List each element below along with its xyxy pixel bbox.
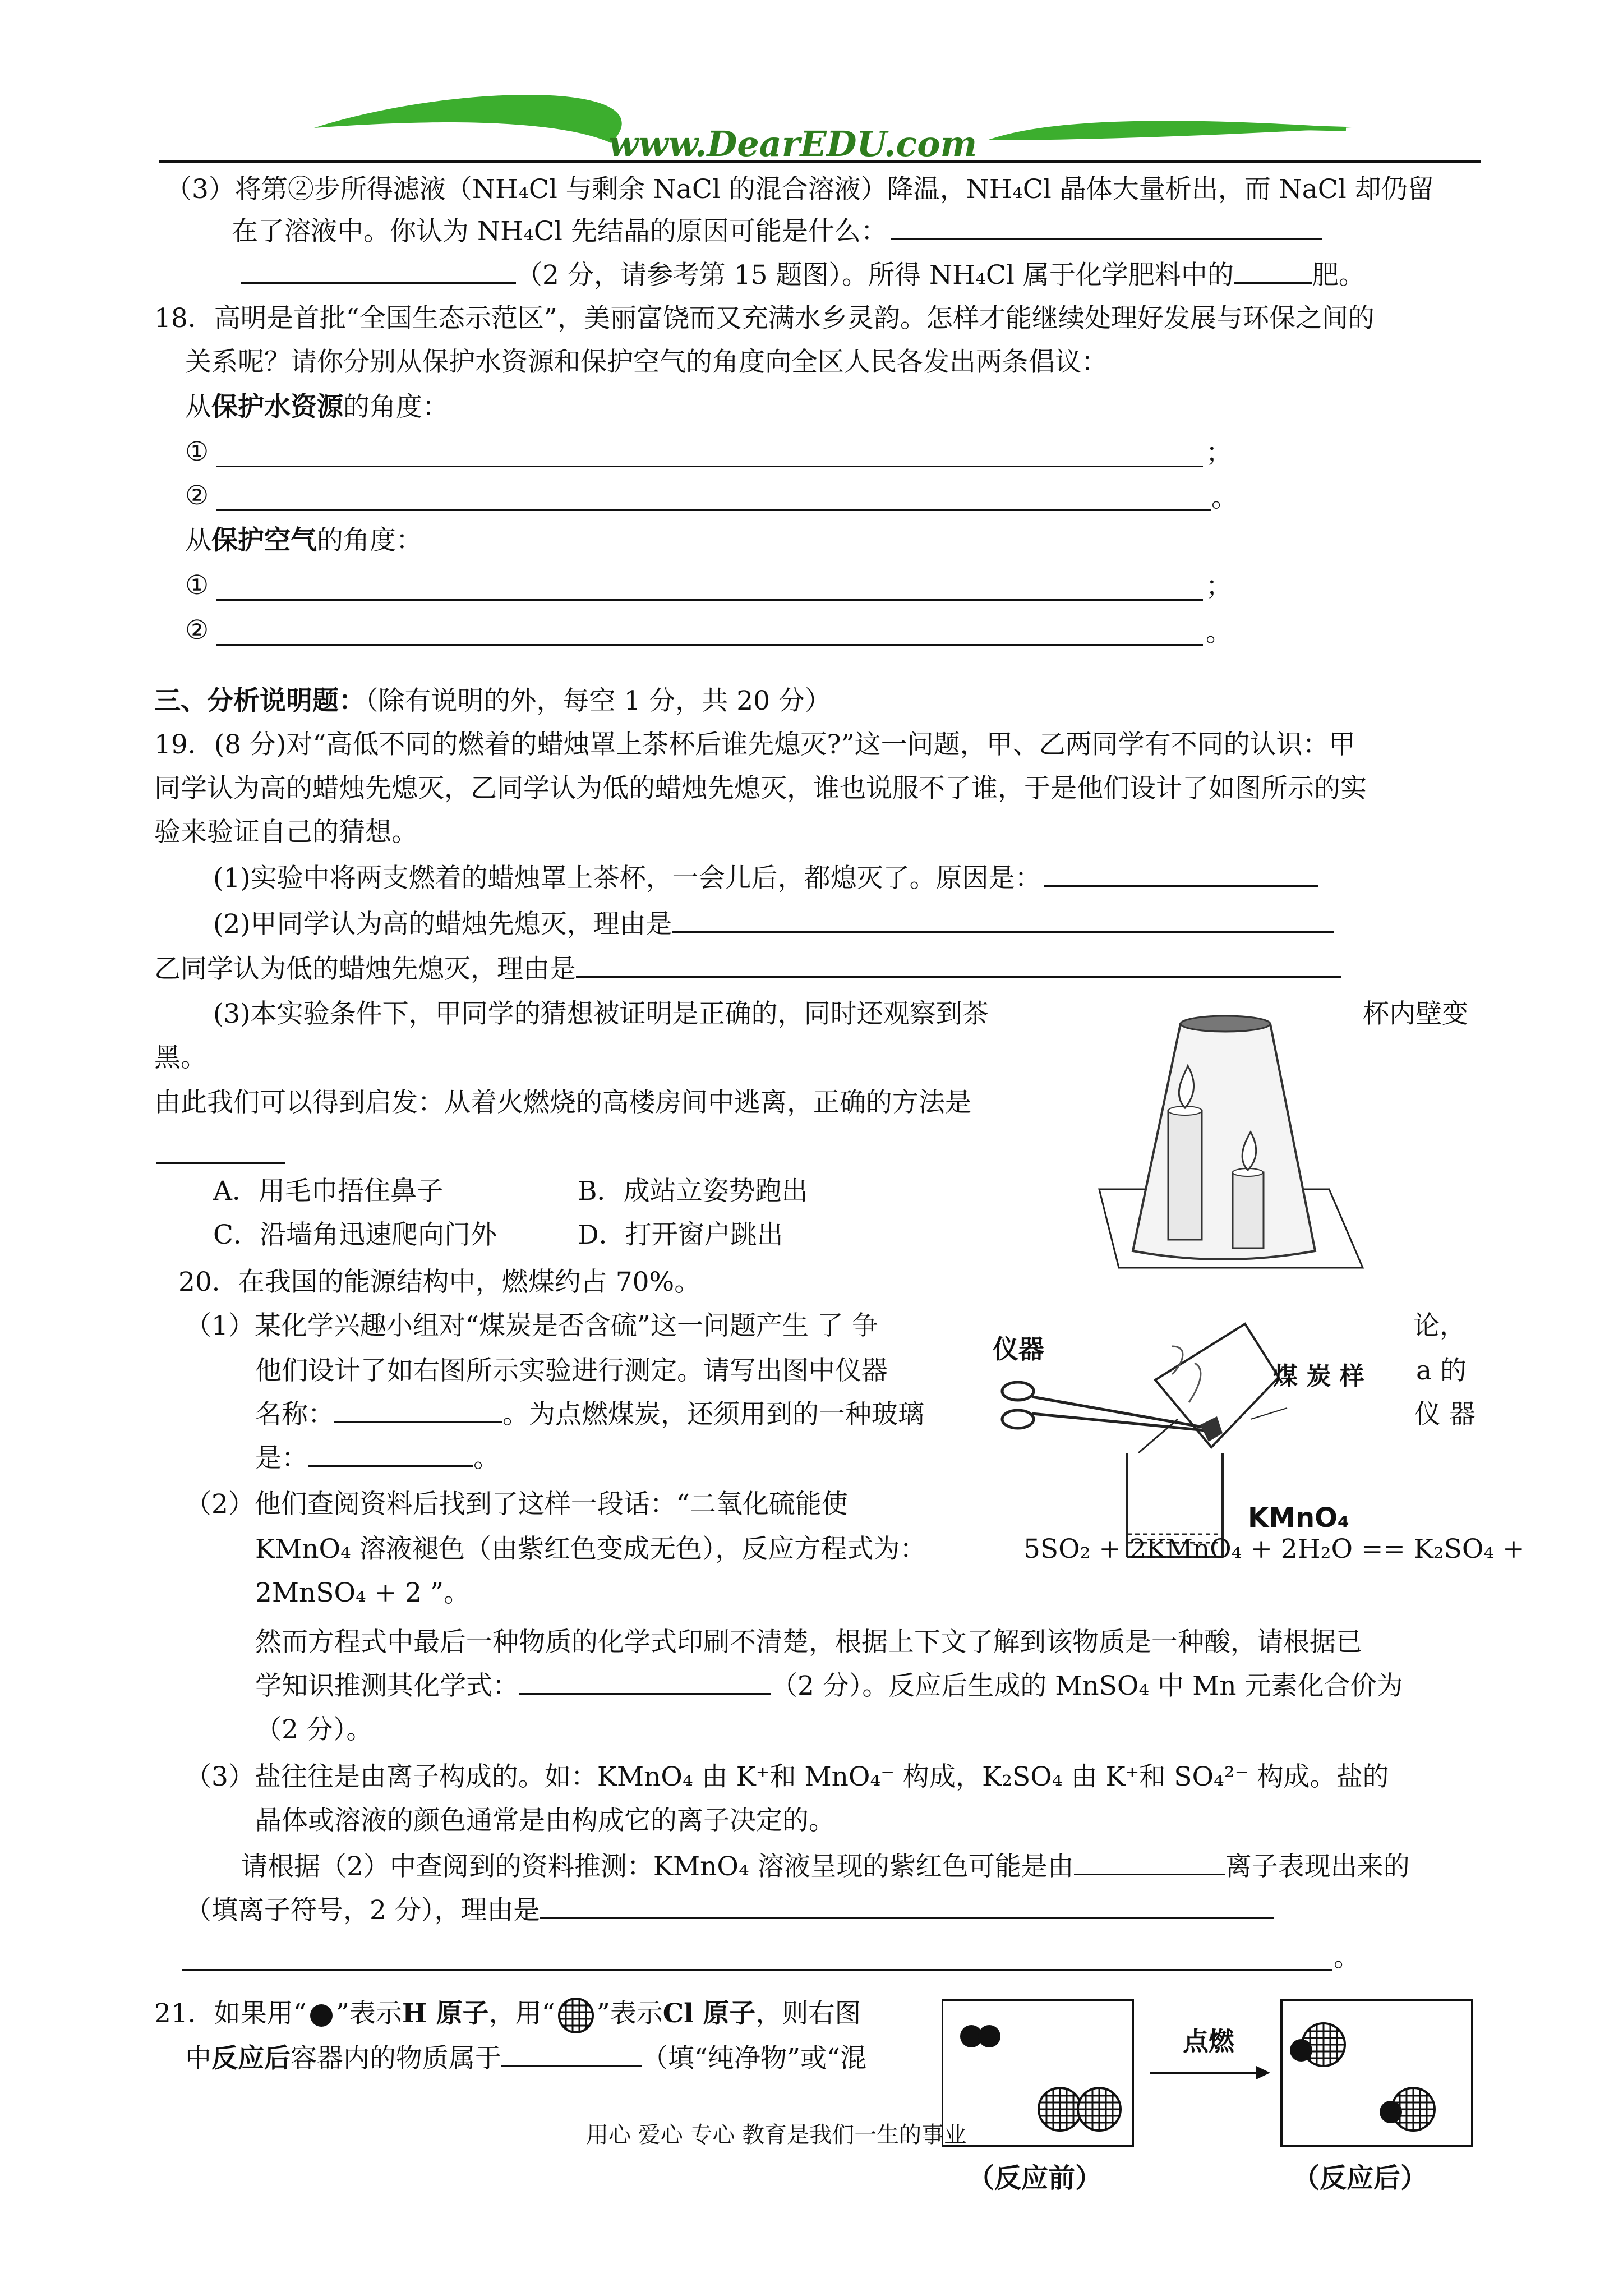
h-atom-icon (310, 2004, 333, 2027)
q17-answer-blank-1[interactable] (891, 216, 1322, 240)
q20-part3d (185, 1895, 1274, 1926)
q19-part2b-text: 乙同学认为低的蜡烛先熄灭，理由是 (154, 954, 576, 984)
q21-substance-blank[interactable] (501, 2043, 642, 2067)
q19-part3b: 杯内壁变 (1363, 999, 1468, 1029)
q21-l1d: ”表示 (596, 1998, 663, 2029)
q17-line3 (241, 260, 1365, 291)
before-label: （反应前） (967, 2162, 1103, 2194)
q20-part1b: 他们设计了如右图所示实验进行测定。请写出图中仪器 (255, 1355, 888, 1386)
section3-title: 三、分析说明题： (154, 685, 365, 716)
q18-air-suffix: 的角度： (317, 525, 422, 556)
q20-part1c (255, 1399, 924, 1430)
q17-line1: （3）将第②步所得滤液（NH₄Cl 与剩余 NaCl 的混合溶液）降温，NH₄Cl 晶体大量析出，而 NaCl 却仍留 (165, 174, 1434, 205)
q18-water-prefix: 从 (185, 392, 211, 422)
q18-air-2-period: 。 (1206, 617, 1232, 648)
q19-part3d: 由此我们可以得到启发：从着火燃烧的高楼房间中逃离，正确的方法是 (154, 1087, 971, 1118)
q18-air-1-blank[interactable] (216, 599, 1203, 601)
q20-part1a: （1）某化学兴趣小组对“煤炭是否含硫”这一问题产生 了 争 (185, 1310, 878, 1341)
q20-part3b: 晶体或溶液的颜色通常是由构成它的离子决定的。 (255, 1805, 835, 1836)
q18-air-bold: 保护空气 (211, 525, 317, 556)
q20-instrument-a-blank[interactable] (334, 1399, 502, 1423)
q18-water-2-blank[interactable] (216, 509, 1211, 511)
q20-part2b: KMnO₄ 溶液褪色（由紫红色变成无色），反应方程式为： (255, 1534, 926, 1565)
q21-l1b-bold: H 原子 (402, 1998, 489, 2029)
q20-part2e-text: 学知识推测其化学式： (255, 1671, 519, 1701)
q19-part1-text: (1)实验中将两支燃着的蜡烛罩上茶杯，一会儿后，都熄灭了。原因是： (213, 863, 1041, 894)
q20-part1c-mid: 。为点燃煤炭，还须用到的一种玻璃 (502, 1399, 924, 1430)
q18-line2: 关系呢？请你分别从保护水资源和保护空气的角度向全区人民各发出两条倡议： (185, 347, 1108, 378)
q17-answer-blank-2[interactable] (241, 260, 516, 284)
q19-part3c: 黑。 (154, 1042, 207, 1073)
header-logo (0, 0, 1623, 168)
q20-part1d-text: 是： (255, 1443, 308, 1474)
q21-l2a-bold: 反应后 (211, 2043, 291, 2074)
q18-air-prefix: 从 (185, 525, 211, 556)
q20-part3e-end: 。 (1334, 1942, 1360, 1973)
q19-line3: 验来验证自己的猜想。 (154, 817, 418, 848)
candle-cup-drawing-icon (1094, 1004, 1374, 1285)
q20-part1b-end: a 的 (1416, 1355, 1467, 1386)
q20-part1c-end: 仪 器 (1414, 1399, 1476, 1430)
q19-part3a: (3)本实验条件下，甲同学的猜想被证明是正确的，同时还观察到茶 (213, 999, 989, 1029)
q20-part2d: 然而方程式中最后一种物质的化学式印刷不清楚，根据上下文了解到该物质是一种酸，请根据已 (255, 1627, 1362, 1658)
q21-l2a: 中 (185, 2043, 211, 2074)
q20-part2a: （2）他们查阅资料后找到了这样一段话：“二氧化硫能使 (185, 1489, 848, 1520)
q19-part2-blank[interactable] (672, 909, 1334, 933)
q19-part1-blank[interactable] (1044, 863, 1318, 887)
q18-water-1-num: ① (185, 436, 209, 467)
arrow-label: 点燃 (1183, 2026, 1234, 2056)
q20-part1d (255, 1443, 500, 1474)
q20-part2f: （2 分）。 (255, 1714, 373, 1745)
cl-atom-icon (557, 1997, 594, 2034)
q18-water-2-period: 。 (1211, 482, 1238, 513)
q20-part3a: （3）盐往往是由离子构成的。如：KMnO₄ 由 K⁺和 MnO₄⁻ 构成，K₂SO₄ 由 K⁺和 SO₄²⁻ 构成。盐的 (185, 1761, 1389, 1792)
q18-water-1-semi: ； (1206, 438, 1232, 468)
q19-line2: 同学认为高的蜡烛先熄灭，乙同学认为低的蜡烛先熄灭，谁也说服不了谁，于是他们设计了如图所示的实 (154, 773, 1367, 804)
q18-water-1-blank[interactable] (216, 466, 1203, 467)
q18-line1: 18．高明是首批“全国生态示范区”，美丽富饶而又充满水乡灵韵。怎样才能继续处理好发展与环保之间的 (154, 303, 1375, 334)
q20-glass-instrument-blank[interactable] (308, 1443, 473, 1467)
q21-l2b: 容器内的物质属于 (291, 2043, 501, 2074)
q19-choice-blank[interactable] (156, 1162, 285, 1164)
q21-l1b: ”表示 (335, 1998, 402, 2029)
q19-option-b[interactable]: B．成站立姿势跑出 (578, 1176, 808, 1207)
q19-line1: 19．(8 分)对“高低不同的燃着的蜡烛罩上茶杯后谁先熄灭?”这一问题，甲、乙两同学有不同的认识：甲 (154, 729, 1355, 760)
q19-part2b (154, 954, 1341, 985)
q20-part3c-text: 请根据（2）中查阅到的资料推测：KMnO₄ 溶液呈现的紫红色可能是由 (241, 1851, 1074, 1882)
fig-label-instrument: 仪器 (993, 1334, 1044, 1364)
q21-l2c: （填“纯净物”或“混 (642, 2043, 867, 2074)
q20-part2e (255, 1671, 1403, 1702)
q20-part3c (241, 1851, 1410, 1883)
fig-label-coal-sample: 煤 炭 样 (1273, 1362, 1364, 1391)
q17-answer-blank-3[interactable] (1234, 260, 1312, 284)
q20-equation: 5SO₂ + 2KMnO₄ + 2H₂O == K₂SO₄ + (1023, 1534, 1525, 1565)
q20-intro: 20．在我国的能源结构中，燃煤约占 70%。 (178, 1267, 701, 1297)
q18-air-1-semi: ； (1206, 571, 1232, 602)
section3-heading (154, 685, 831, 717)
q21-l1e: ，则右图 (755, 1998, 861, 2029)
q19-part2 (213, 909, 1334, 940)
q18-air-1-num: ① (185, 570, 209, 601)
after-label: （反应后） (1293, 2162, 1428, 2194)
q21-line2 (185, 2043, 866, 2074)
q19-part1 (213, 863, 1318, 894)
q18-water-suffix: 的角度： (343, 392, 449, 422)
q21-l1a: 21．如果用“ (154, 1998, 307, 2029)
q18-air-2-blank[interactable] (216, 644, 1203, 646)
q18-water-heading (185, 392, 449, 423)
q18-water-2-num: ② (185, 480, 209, 511)
header-swoosh-icon (0, 0, 1623, 168)
q21-l1d-bold: Cl 原子 (662, 1998, 756, 2029)
q20-part1c-text: 名称： (255, 1399, 334, 1430)
section3-note: （除有说明的外，每空 1 分，共 20 分） (365, 685, 831, 716)
q20-reason-blank-2[interactable] (182, 1969, 1332, 1971)
q20-part3c-end: 离子表现出来的 (1225, 1851, 1410, 1882)
q18-air-2-num: ② (185, 615, 209, 646)
q17-line2-text: 在了溶液中。你认为 NH₄Cl 先结晶的原因可能是什么： (232, 216, 887, 247)
q20-part1d-end: 。 (473, 1443, 500, 1474)
q19-part2b-blank[interactable] (576, 954, 1341, 978)
fig-label-kmno4: KMnO₄ (1248, 1502, 1349, 1534)
q19-option-c[interactable]: C．沿墙角迅速爬向门外 (213, 1220, 497, 1250)
q18-air-heading (185, 525, 422, 556)
logo-text: www.DearEDU.com (608, 123, 978, 164)
q20-reason-blank-1[interactable] (540, 1895, 1274, 1919)
header-rule (159, 160, 1481, 163)
q19-option-a[interactable]: A．用毛巾捂住鼻子 (213, 1176, 443, 1207)
q18-water-bold: 保护水资源 (211, 392, 343, 422)
q21-l1c: ，用“ (488, 1998, 555, 2029)
q19-part2-text: (2)甲同学认为高的蜡烛先熄灭，理由是 (213, 909, 672, 940)
q20-part2e-mid: （2 分）。反应后生成的 MnSO₄ 中 Mn 元素化合价为 (771, 1671, 1403, 1701)
q20-part2c: 2MnSO₄ + 2 ”。 (255, 1577, 470, 1608)
q17-line3-end: 肥。 (1312, 260, 1365, 291)
candle-cup-figure (1094, 1004, 1374, 1285)
q21-line1 (154, 1997, 861, 2034)
q17-line3-text: （2 分，请参考第 15 题图）。所得 NH₄Cl 属于化学肥料中的 (516, 260, 1234, 291)
q20-ion-blank[interactable] (1074, 1851, 1225, 1875)
q17-line2 (232, 216, 1322, 247)
footer-slogan: 用心 爱心 专心 教育是我们一生的事业 (586, 2122, 967, 2148)
q20-acid-formula-blank[interactable] (519, 1671, 771, 1695)
q20-part1a-end: 论， (1413, 1310, 1466, 1341)
q19-option-d[interactable]: D．打开窗户跳出 (578, 1220, 783, 1250)
q20-part3d-text: （填离子符号，2 分），理由是 (185, 1895, 540, 1926)
